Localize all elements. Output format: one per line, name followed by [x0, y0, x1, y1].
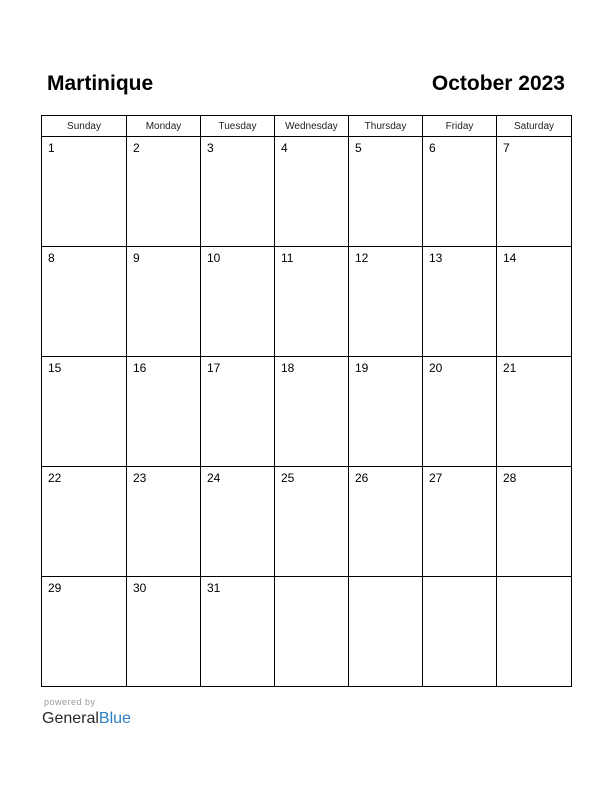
day-cell [42, 577, 127, 687]
brand-blue-text: Blue [98, 710, 131, 727]
day-number: 10 [207, 251, 221, 265]
week-row [42, 357, 572, 467]
day-number: 30 [133, 581, 147, 595]
day-cell [42, 357, 127, 467]
day-number: 17 [207, 361, 221, 375]
brand-general-text: General [42, 710, 99, 727]
day-number: 7 [503, 141, 510, 155]
day-number: 16 [133, 361, 147, 375]
day-cell [201, 357, 275, 467]
day-cell [275, 137, 349, 247]
day-cell [275, 467, 349, 577]
day-number: 11 [281, 251, 294, 265]
day-cell [349, 467, 423, 577]
day-cell [423, 247, 497, 357]
calendar-grid [41, 115, 572, 687]
week-row [42, 137, 572, 247]
month-year-title: October 2023 [431, 72, 565, 95]
day-number: 2 [133, 141, 140, 155]
day-number: 3 [207, 141, 214, 155]
day-cell [349, 137, 423, 247]
day-cell [201, 247, 275, 357]
powered-by-text: powered by [44, 697, 96, 707]
day-number: 14 [503, 251, 517, 265]
weekday-sunday: Sunday [42, 116, 127, 137]
day-number: 25 [281, 471, 295, 485]
weekday-friday: Friday [423, 116, 497, 137]
day-cell [127, 247, 201, 357]
day-cell [201, 137, 275, 247]
day-number: 6 [429, 141, 436, 155]
day-cell [423, 467, 497, 577]
day-cell [127, 357, 201, 467]
day-number: 27 [429, 471, 443, 485]
day-cell [423, 577, 497, 687]
day-cell [127, 137, 201, 247]
day-number: 5 [355, 141, 362, 155]
day-number: 28 [503, 471, 517, 485]
day-cell [42, 137, 127, 247]
day-cell [275, 357, 349, 467]
day-number: 21 [503, 361, 517, 375]
day-number [497, 577, 571, 581]
week-row [42, 247, 572, 357]
day-number: 1 [48, 141, 55, 155]
weekday-header-row [42, 116, 572, 137]
day-number [349, 577, 422, 581]
day-number: 18 [281, 361, 295, 375]
day-cell [497, 467, 572, 577]
day-number: 29 [48, 581, 62, 595]
day-number: 8 [48, 251, 55, 265]
day-cell [497, 577, 572, 687]
day-cell [423, 357, 497, 467]
day-cell [349, 357, 423, 467]
weekday-tuesday: Tuesday [201, 116, 275, 137]
day-number: 31 [207, 581, 221, 595]
day-cell [497, 137, 572, 247]
weekday-saturday: Saturday [497, 116, 572, 137]
day-number: 13 [429, 251, 443, 265]
day-number [423, 577, 496, 581]
day-cell [127, 577, 201, 687]
day-cell [423, 137, 497, 247]
region-title: Martinique [47, 72, 154, 95]
week-row [42, 577, 572, 687]
day-cell [497, 247, 572, 357]
generalblue-logo [42, 709, 242, 729]
weekday-monday: Monday [127, 116, 201, 137]
day-number: 9 [133, 251, 140, 265]
day-cell [201, 467, 275, 577]
day-number: 26 [355, 471, 369, 485]
weekday-wednesday: Wednesday [275, 116, 349, 137]
day-cell [349, 577, 423, 687]
day-number: 22 [48, 471, 62, 485]
day-number: 20 [429, 361, 443, 375]
day-cell [42, 467, 127, 577]
day-number: 15 [48, 361, 62, 375]
day-cell [275, 247, 349, 357]
day-cell [201, 577, 275, 687]
day-cell [275, 577, 349, 687]
day-cell [349, 247, 423, 357]
week-row [42, 467, 572, 577]
day-number: 4 [281, 141, 288, 155]
day-cell [497, 357, 572, 467]
day-cell [42, 247, 127, 357]
day-number: 24 [207, 471, 221, 485]
day-cell [127, 467, 201, 577]
day-number: 12 [355, 251, 369, 265]
day-number: 19 [355, 361, 369, 375]
footer-branding [42, 697, 242, 729]
weekday-thursday: Thursday [349, 116, 423, 137]
day-number [275, 577, 348, 581]
day-number: 23 [133, 471, 147, 485]
